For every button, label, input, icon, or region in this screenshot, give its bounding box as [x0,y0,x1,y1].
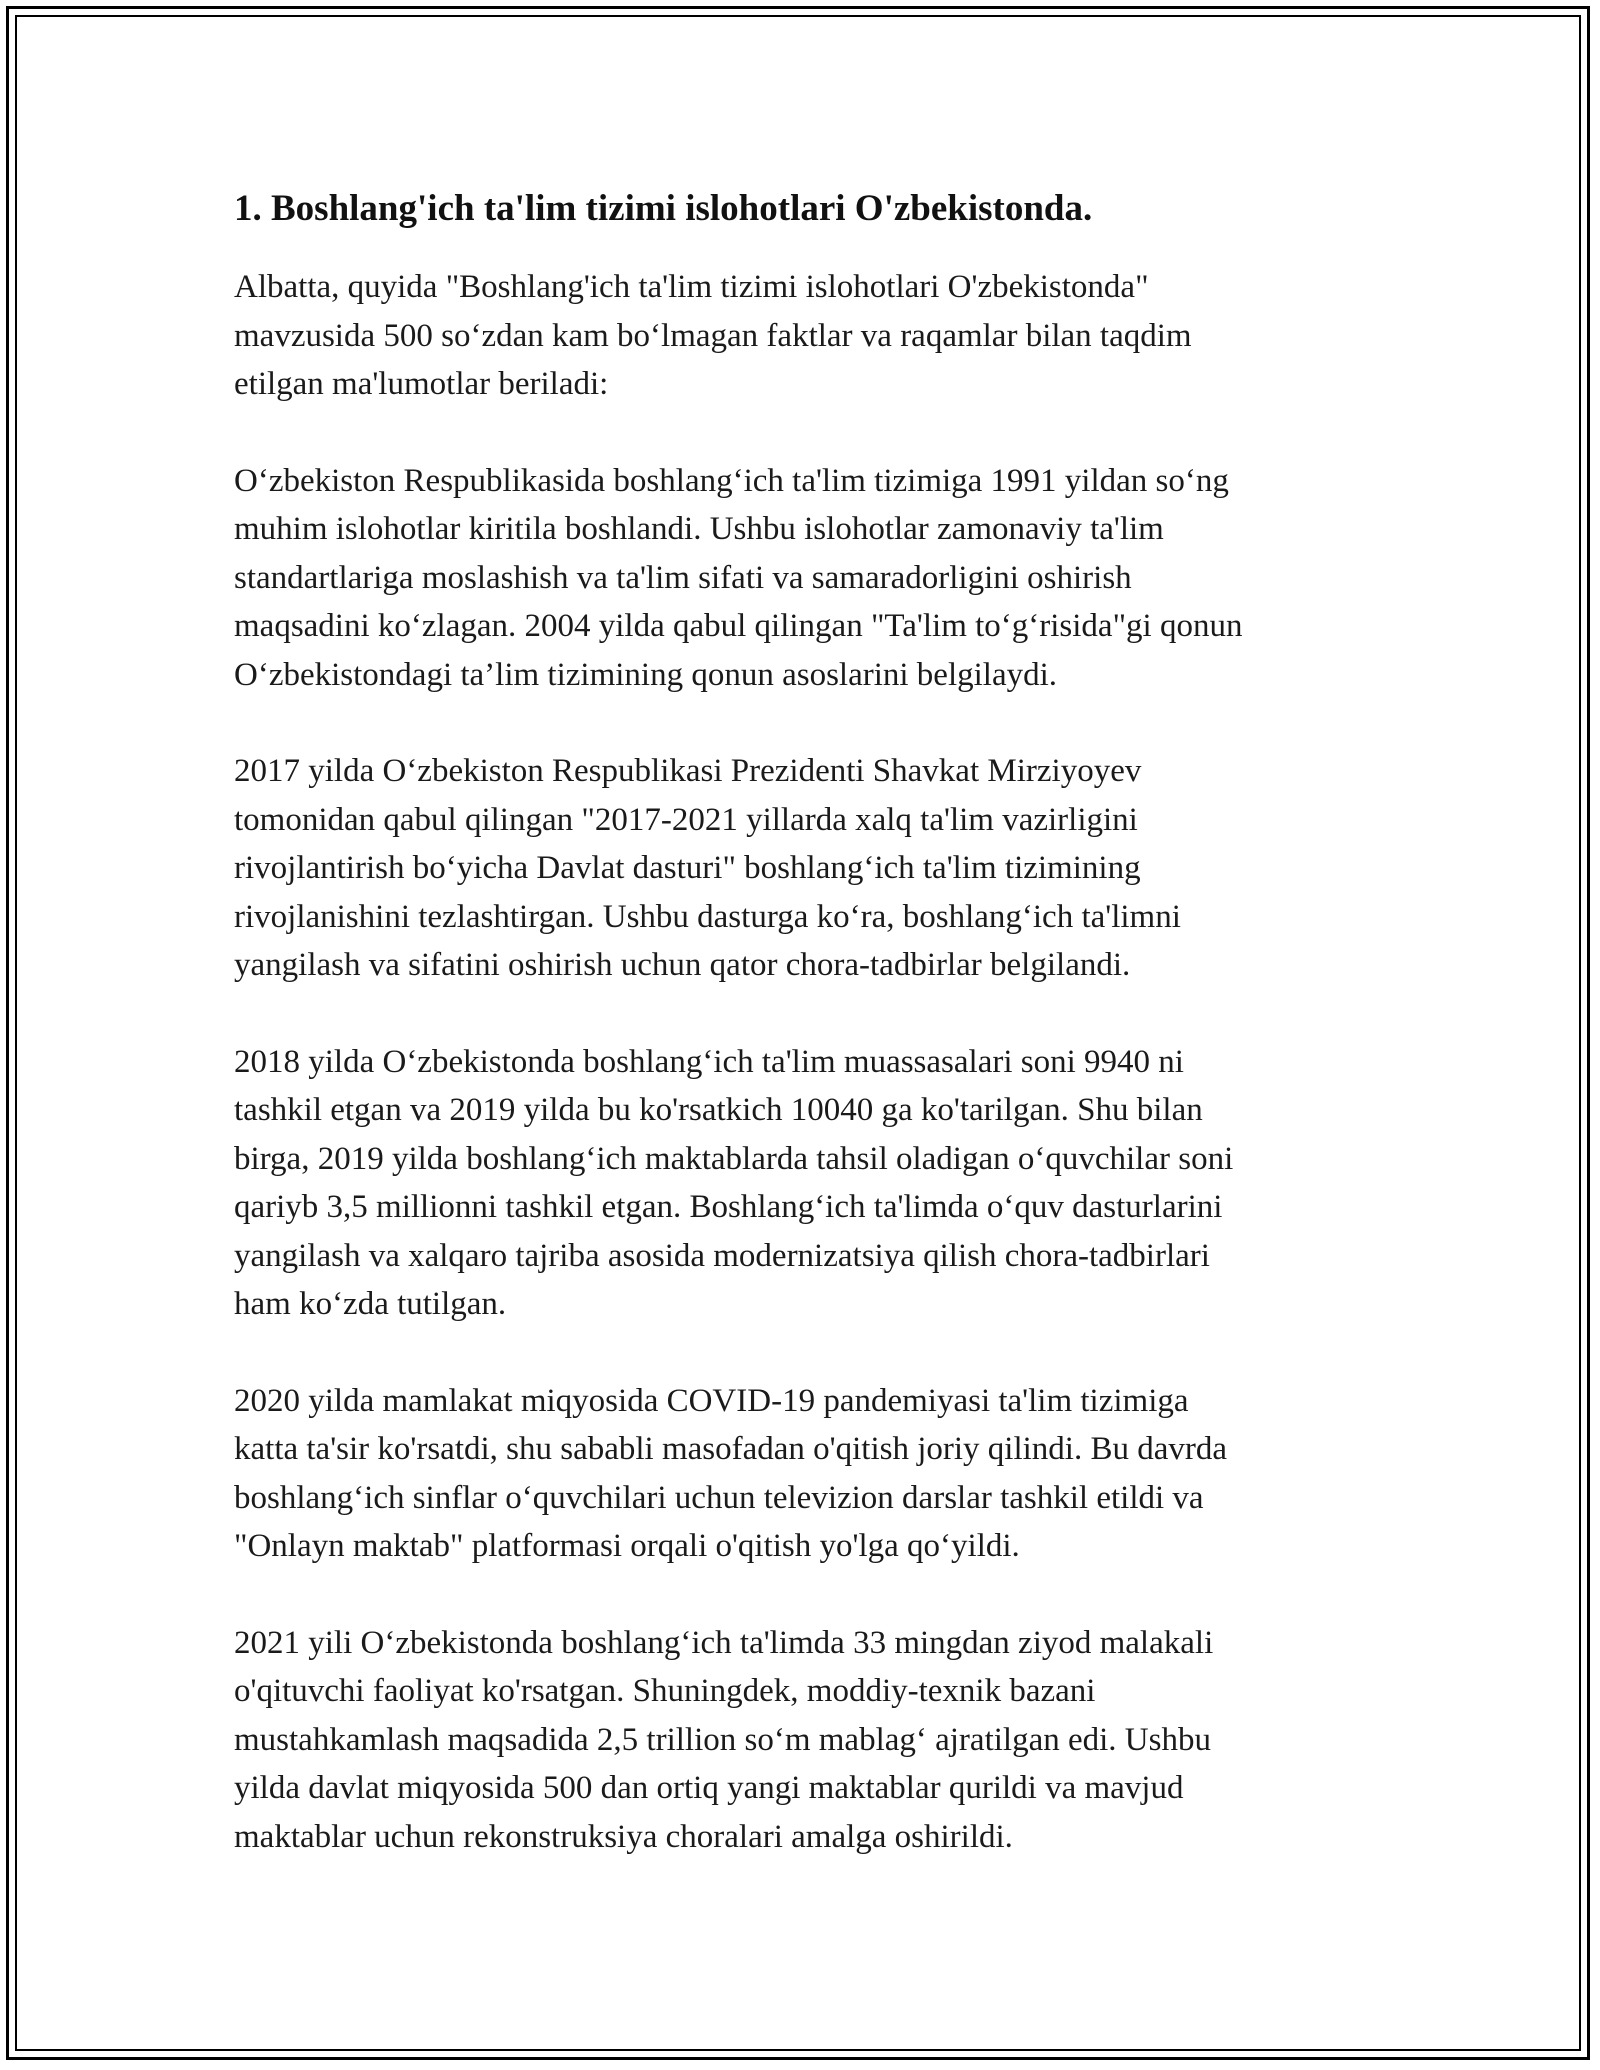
text-line: o'qituvchi faoliyat ko'rsatgan. Shuningdek, moddiy-texnik bazani [234,1673,1096,1709]
text-line: qariyb 3,5 millionni tashkil etgan. Boshlang‘ich ta'limda o‘quv dasturlarini [234,1189,1223,1225]
text-line: etilgan ma'lumotlar beriladi: [234,366,609,402]
paragraph-2021 [234,1619,1374,1862]
text-line: 2017 yilda O‘zbekiston Respublikasi Prezidenti Shavkat Mirziyoyev [234,753,1142,789]
text-line: birga, 2019 yilda boshlang‘ich maktablarda tahsil oladigan o‘quvchilar soni [234,1140,1234,1177]
text-line: mustahkamlash maqsadida 2,5 trillion so‘m mablag‘ ajratilgan edi. Ushbu [234,1721,1211,1758]
text-line: ham ko‘zda tutilgan. [234,1286,507,1322]
document-title: 1. Boshlang'ich ta'lim tizimi islohotlari O'zbekistonda. [234,188,1093,229]
text-line: boshlang‘ich sinflar o‘quvchilari uchun televizion darslar tashkil etildi va [234,1479,1204,1516]
text-line: "Onlayn maktab" platformasi orqali o'qitish yo'lga qo‘yildi. [234,1528,1020,1564]
text-line: standartlariga moslashish va ta'lim sifati va samaradorligini oshirish [234,559,1132,596]
text-line: muhim islohotlar kiritila boshlandi. Ushbu islohotlar zamonaviy ta'lim [234,511,1164,547]
text-line: maqsadini ko‘zlagan. 2004 yilda qabul qilingan "Ta'lim to‘g‘risida"gi qonun [234,608,1243,644]
text-line: rivojlantirish bo‘yicha Davlat dasturi" boshlang‘ich ta'lim tizimining [234,850,1141,886]
text-line: katta ta'sir ko'rsatdi, shu sababli masofadan o'qitish joriy qilindi. Bu davrda [234,1431,1227,1467]
paragraph-2017 [234,747,1374,990]
text-line: mavzusida 500 so‘zdan kam bo‘lmagan faktlar va raqamlar bilan taqdim [234,317,1192,354]
paragraph-intro [234,263,1374,409]
text-line: maktablar uchun rekonstruksiya choralari amalga oshirildi. [234,1818,1013,1855]
text-line: O‘zbekiston Respublikasida boshlang‘ich ta'lim tizimiga 1991 yildan so‘ng [234,462,1229,499]
text-line: 2018 yilda O‘zbekistonda boshlang‘ich ta'lim muassasalari soni 9940 ni [234,1043,1184,1080]
text-line: 2020 yilda mamlakat miqyosida COVID-19 pandemiyasi ta'lim tizimiga [234,1382,1189,1419]
paragraph-2020 [234,1377,1374,1571]
text-line: yilda davlat miqyosida 500 dan ortiq yangi maktablar qurildi va mavjud [234,1770,1184,1806]
document-body [224,185,1374,1909]
text-line: O‘zbekistondagi ta’lim tizimining qonun asoslarini belgilaydi. [234,656,1058,693]
text-line: tashkil etgan va 2019 yilda bu ko'rsatkich 10040 ga ko'tarilgan. Shu bilan [234,1092,1203,1128]
text-line: yangilash va xalqaro tajriba asosida modernizatsiya qilish chora-tadbirlari [234,1237,1210,1274]
text-line: yangilash va sifatini oshirish uchun qator chora-tadbirlar belgilandi. [234,947,1131,983]
text-line: Albatta, quyida "Boshlang'ich ta'lim tizimi islohotlari O'zbekistonda" [234,269,1149,305]
paragraph-1991 [234,457,1374,700]
text-line: tomonidan qabul qilingan "2017-2021 yillarda xalq ta'lim vazirligini [234,801,1138,838]
text-line: 2021 yili O‘zbekistonda boshlang‘ich ta'limda 33 mingdan ziyod malakali [234,1624,1214,1661]
text-line: rivojlanishini tezlashtirgan. Ushbu dasturga ko‘ra, boshlang‘ich ta'limni [234,898,1181,935]
paragraph-2018 [234,1038,1374,1329]
